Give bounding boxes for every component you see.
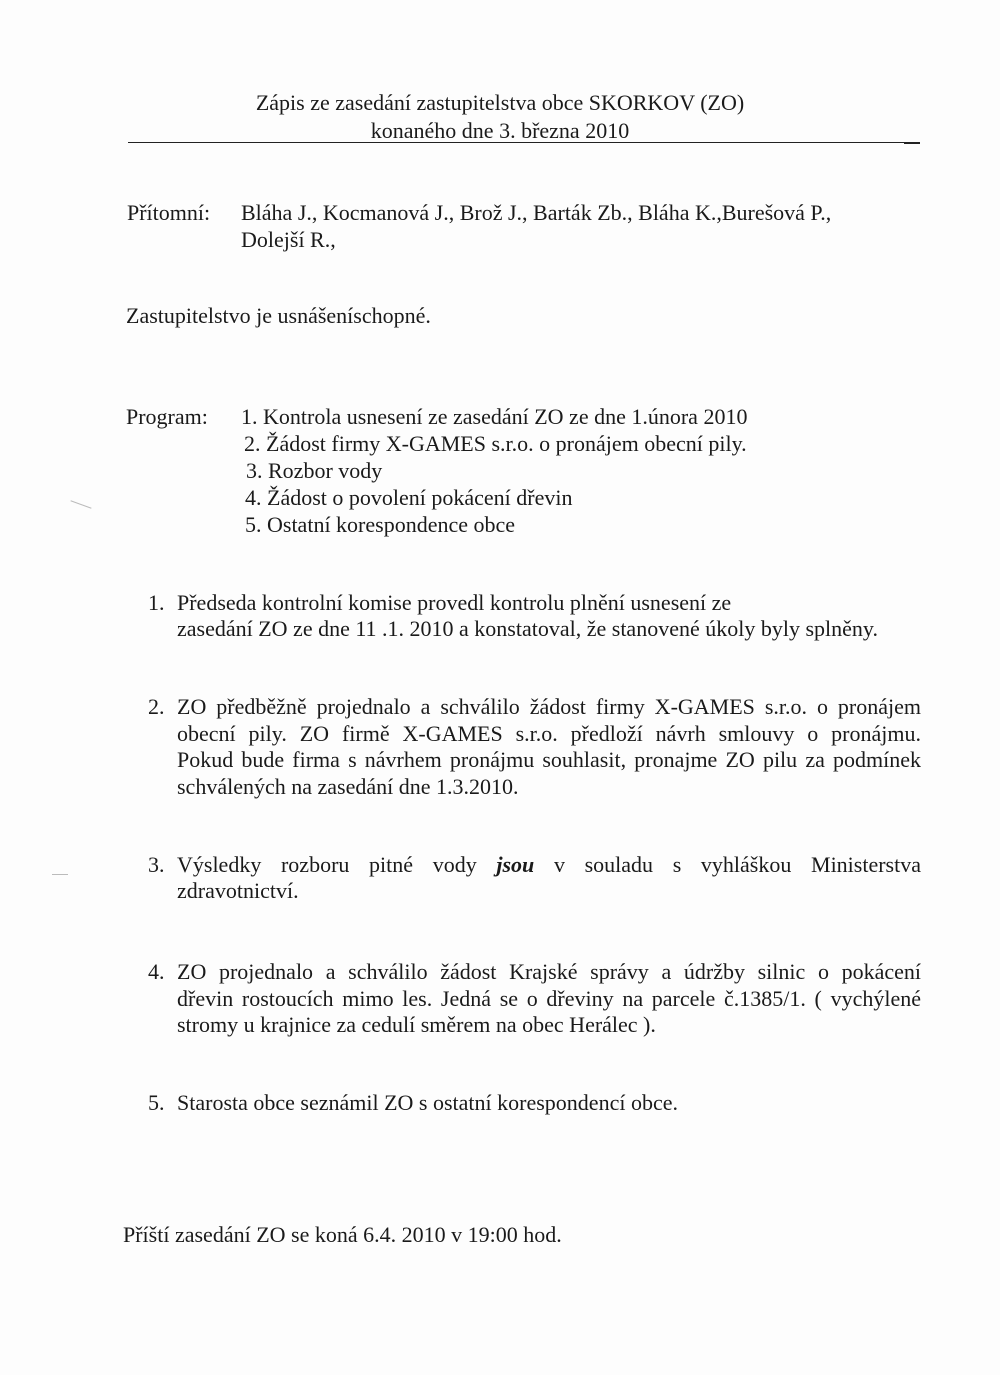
program-item: 3. Rozbor vody [246,458,383,483]
program-item: 2. Žádost firmy X-GAMES s.r.o. o pronájem obecní pily. [244,431,747,456]
attendance-names-line1: Bláha J., Kocmanová J., Brož J., Barták Zb., Bláha K.,Burešová P., [241,200,832,225]
scan-artifact [70,500,91,508]
resolution-number: 3. [148,852,165,877]
program-item: 5. Ostatní korespondence obce [245,512,516,537]
resolution-text-line: dřevin rostoucích mimo les. Jedná se o dřeviny na parcele č.1385/1. ( vychýlené [177,986,921,1011]
resolution-text-line: ZO projednalo a schválilo žádost Krajské správy a údržby silnic o pokácení [177,959,921,984]
resolution-text-segment: Výsledky rozboru pitné vody [177,852,477,877]
program-item: 1. Kontrola usnesení ze zasedání ZO ze dne 1.února 2010 [241,404,748,429]
resolution-text-line: zdravotnictví. [177,878,299,903]
title-underline [128,142,920,143]
resolution-number: 2. [148,694,165,719]
resolution-text-line: obecní pily. ZO firmě X-GAMES s.r.o. předloží návrh smlouvy o pronájmu. [177,721,921,746]
document-date: konaného dne 3. března 2010 [370,118,630,143]
resolution-text-line: zasedání ZO ze dne 11 .1. 2010 a konstatoval, že stanovené úkoly byly splněny. [177,616,878,641]
emphasized-word: jsou [496,852,535,877]
resolution-text-segment: v souladu s vyhláškou Ministerstva [553,852,921,877]
program-item: 4. Žádost o povolení pokácení dřevin [245,485,573,510]
resolution-text-line: Starosta obce seznámil ZO s ostatní korespondencí obce. [177,1090,678,1115]
attendance-names-line2: Dolejší R., [241,227,336,252]
program-label: Program: [126,404,208,429]
resolution-number: 5. [148,1090,165,1115]
resolution-text-line [177,851,921,878]
scan-artifact [52,874,68,875]
title-underline-end [904,142,920,144]
resolution-number: 1. [148,590,165,615]
document-title: Zápis ze zasedání zastupitelstva obce SKORKOV (ZO) [255,90,745,115]
resolution-text-line: stromy u krajnice za cedulí směrem na obec Herálec ). [177,1012,656,1037]
quorum-statement: Zastupitelstvo je usnášeníschopné. [126,303,431,328]
next-meeting-note: Příští zasedání ZO se koná 6.4. 2010 v 19:00 hod. [123,1222,562,1247]
resolution-text-line: Předseda kontrolní komise provedl kontrolu plnění usnesení ze [177,590,732,615]
resolution-text-line: Pokud bude firma s návrhem pronájmu souhlasit, pronajme ZO pilu za podmínek [177,747,921,772]
resolution-number: 4. [148,959,165,984]
resolution-text-line: ZO předběžně projednalo a schválilo žádost firmy X-GAMES s.r.o. o pronájem [177,694,921,719]
resolution-text-line: schválených na zasedání dne 1.3.2010. [177,774,519,799]
attendance-label: Přítomní: [127,200,211,225]
